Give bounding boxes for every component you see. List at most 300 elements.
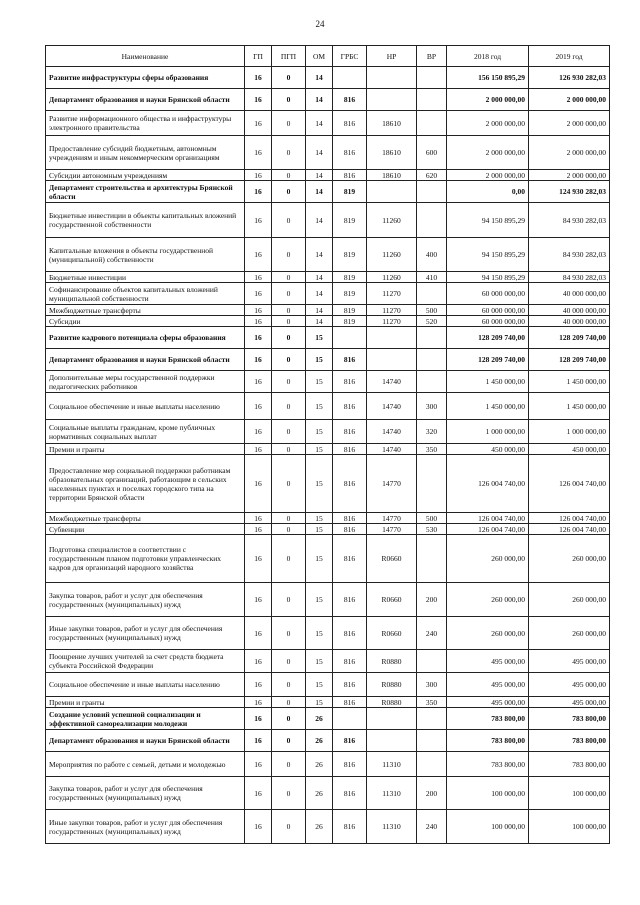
- row-pgp: 0: [272, 617, 306, 650]
- row-name: Субсидии автономным учреждениям: [46, 170, 245, 181]
- row-grbs: 816: [333, 111, 367, 136]
- row-amount-2018: 128 209 740,00: [447, 327, 529, 349]
- row-pgp: 0: [272, 697, 306, 708]
- row-gp: 16: [245, 67, 272, 89]
- row-name: Департамент образования и науки Брянской области: [46, 730, 245, 752]
- row-pgp: 0: [272, 513, 306, 524]
- row-nr: 11260: [367, 203, 417, 238]
- row-grbs: 816: [333, 444, 367, 455]
- row-pgp: 0: [272, 238, 306, 272]
- row-amount-2019: 450 000,00: [529, 444, 610, 455]
- row-grbs: 816: [333, 524, 367, 535]
- row-name: Закупка товаров, работ и услуг для обеспечения государственных (муниципальных) нужд: [46, 777, 245, 810]
- table-row: [46, 203, 610, 238]
- row-name: Социальное обеспечение и иные выплаты населению: [46, 393, 245, 420]
- row-gp: 16: [245, 111, 272, 136]
- row-name: Софинансирование объектов капитальных вложений муниципальной собственности: [46, 283, 245, 305]
- row-amount-2018: 1 450 000,00: [447, 393, 529, 420]
- row-pgp: 0: [272, 777, 306, 810]
- row-vr: [417, 111, 447, 136]
- row-pgp: 0: [272, 170, 306, 181]
- row-om: 14: [306, 203, 333, 238]
- row-vr: 300: [417, 393, 447, 420]
- row-om: 14: [306, 89, 333, 111]
- row-gp: 16: [245, 583, 272, 617]
- row-pgp: 0: [272, 136, 306, 170]
- table-row: [46, 349, 610, 371]
- row-nr: 11270: [367, 316, 417, 327]
- row-amount-2019: 2 000 000,00: [529, 111, 610, 136]
- row-om: 26: [306, 752, 333, 777]
- row-amount-2019: 128 209 740,00: [529, 349, 610, 371]
- table-row: [46, 617, 610, 650]
- row-amount-2018: 783 800,00: [447, 730, 529, 752]
- table-row: [46, 535, 610, 583]
- row-om: 14: [306, 181, 333, 203]
- row-grbs: 819: [333, 238, 367, 272]
- row-pgp: 0: [272, 455, 306, 513]
- row-amount-2018: 260 000,00: [447, 535, 529, 583]
- row-grbs: 816: [333, 673, 367, 697]
- row-vr: 500: [417, 513, 447, 524]
- row-gp: 16: [245, 455, 272, 513]
- row-gp: 16: [245, 371, 272, 393]
- row-amount-2019: 495 000,00: [529, 650, 610, 673]
- row-nr: R0880: [367, 673, 417, 697]
- row-pgp: 0: [272, 535, 306, 583]
- row-om: 15: [306, 393, 333, 420]
- row-amount-2018: 60 000 000,00: [447, 316, 529, 327]
- row-amount-2018: 1 450 000,00: [447, 371, 529, 393]
- table-row: [46, 420, 610, 444]
- row-amount-2019: 495 000,00: [529, 697, 610, 708]
- row-amount-2019: 40 000 000,00: [529, 283, 610, 305]
- row-om: 14: [306, 316, 333, 327]
- row-grbs: 816: [333, 393, 367, 420]
- table-row: [46, 708, 610, 730]
- row-amount-2018: 156 150 895,29: [447, 67, 529, 89]
- row-vr: [417, 535, 447, 583]
- row-name: Развитие информационного общества и инфраструктуры электронного правительства: [46, 111, 245, 136]
- header-pgp: ПГП: [272, 46, 306, 67]
- row-pgp: 0: [272, 181, 306, 203]
- row-grbs: 816: [333, 617, 367, 650]
- header-grbs: ГРБС: [333, 46, 367, 67]
- row-vr: 400: [417, 238, 447, 272]
- table-row: [46, 327, 610, 349]
- row-name: Департамент образования и науки Брянской области: [46, 89, 245, 111]
- row-vr: [417, 371, 447, 393]
- row-nr: 14740: [367, 420, 417, 444]
- row-grbs: 816: [333, 136, 367, 170]
- row-vr: [417, 67, 447, 89]
- row-pgp: 0: [272, 272, 306, 283]
- row-grbs: 816: [333, 810, 367, 844]
- row-om: 15: [306, 513, 333, 524]
- row-name: Субсидии: [46, 316, 245, 327]
- table-body: [46, 67, 610, 844]
- row-name: Развитие кадрового потенциала сферы образования: [46, 327, 245, 349]
- row-name: Развитие инфраструктуры сферы образования: [46, 67, 245, 89]
- row-nr: 11310: [367, 752, 417, 777]
- row-amount-2019: 84 930 282,03: [529, 203, 610, 238]
- row-gp: 16: [245, 810, 272, 844]
- row-amount-2018: 126 004 740,00: [447, 455, 529, 513]
- row-name: Иные закупки товаров, работ и услуг для обеспечения государственных (муниципальных) нужд: [46, 810, 245, 844]
- row-gp: 16: [245, 136, 272, 170]
- table-row: [46, 730, 610, 752]
- row-amount-2018: 495 000,00: [447, 673, 529, 697]
- row-vr: [417, 730, 447, 752]
- row-grbs: 816: [333, 371, 367, 393]
- row-amount-2018: 2 000 000,00: [447, 136, 529, 170]
- row-name: Мероприятия по работе с семьей, детьми и молодежью: [46, 752, 245, 777]
- row-gp: 16: [245, 283, 272, 305]
- row-amount-2019: 2 000 000,00: [529, 89, 610, 111]
- row-amount-2019: 126 004 740,00: [529, 455, 610, 513]
- row-nr: 11310: [367, 777, 417, 810]
- row-name: Субвенции: [46, 524, 245, 535]
- row-om: 15: [306, 420, 333, 444]
- row-pgp: 0: [272, 371, 306, 393]
- header-nr: НР: [367, 46, 417, 67]
- row-nr: 14770: [367, 524, 417, 535]
- table-row: [46, 524, 610, 535]
- row-gp: 16: [245, 777, 272, 810]
- header-vr: ВР: [417, 46, 447, 67]
- row-gp: 16: [245, 349, 272, 371]
- row-nr: 11310: [367, 810, 417, 844]
- row-grbs: 816: [333, 650, 367, 673]
- row-vr: 350: [417, 444, 447, 455]
- budget-table: [45, 45, 610, 844]
- table-row: [46, 513, 610, 524]
- row-pgp: 0: [272, 305, 306, 316]
- row-name: Премии и гранты: [46, 697, 245, 708]
- row-vr: [417, 203, 447, 238]
- row-pgp: 0: [272, 752, 306, 777]
- row-nr: R0660: [367, 617, 417, 650]
- row-amount-2018: 783 800,00: [447, 752, 529, 777]
- row-name: Поощрение лучших учителей за счет средств бюджета субъекта Российской Федерации: [46, 650, 245, 673]
- table-row: [46, 444, 610, 455]
- header-om: ОМ: [306, 46, 333, 67]
- row-amount-2019: 495 000,00: [529, 673, 610, 697]
- row-nr: R0660: [367, 535, 417, 583]
- row-om: 15: [306, 455, 333, 513]
- row-vr: 320: [417, 420, 447, 444]
- row-grbs: 816: [333, 752, 367, 777]
- row-gp: 16: [245, 203, 272, 238]
- row-name: Дополнительные меры государственной поддержки педагогических работников: [46, 371, 245, 393]
- table-row: [46, 316, 610, 327]
- row-gp: 16: [245, 752, 272, 777]
- row-grbs: 816: [333, 535, 367, 583]
- row-nr: 14740: [367, 444, 417, 455]
- row-amount-2018: 94 150 895,29: [447, 272, 529, 283]
- table-row: [46, 238, 610, 272]
- row-name: Премии и гранты: [46, 444, 245, 455]
- row-om: 15: [306, 444, 333, 455]
- row-name: Капитальные вложения в объекты государственной (муниципальной) собственности: [46, 238, 245, 272]
- row-amount-2018: 260 000,00: [447, 617, 529, 650]
- row-grbs: 816: [333, 583, 367, 617]
- row-pgp: 0: [272, 730, 306, 752]
- row-amount-2019: 260 000,00: [529, 583, 610, 617]
- row-amount-2018: 783 800,00: [447, 708, 529, 730]
- row-vr: [417, 708, 447, 730]
- row-amount-2019: 124 930 282,03: [529, 181, 610, 203]
- row-gp: 16: [245, 420, 272, 444]
- row-om: 14: [306, 111, 333, 136]
- row-gp: 16: [245, 697, 272, 708]
- row-om: 14: [306, 283, 333, 305]
- row-om: 26: [306, 777, 333, 810]
- row-grbs: 819: [333, 316, 367, 327]
- row-om: 15: [306, 650, 333, 673]
- page-number: 24: [315, 19, 325, 29]
- row-pgp: 0: [272, 111, 306, 136]
- row-nr: R0880: [367, 697, 417, 708]
- table-row: [46, 111, 610, 136]
- row-gp: 16: [245, 444, 272, 455]
- row-om: 15: [306, 617, 333, 650]
- row-amount-2019: 1 000 000,00: [529, 420, 610, 444]
- row-vr: 240: [417, 617, 447, 650]
- row-gp: 16: [245, 89, 272, 111]
- row-vr: 350: [417, 697, 447, 708]
- row-grbs: 816: [333, 420, 367, 444]
- header-2018: 2018 год: [447, 46, 529, 67]
- row-amount-2018: 94 150 895,29: [447, 203, 529, 238]
- row-amount-2018: 2 000 000,00: [447, 89, 529, 111]
- row-nr: [367, 181, 417, 203]
- row-amount-2018: 495 000,00: [447, 697, 529, 708]
- row-nr: 11260: [367, 238, 417, 272]
- row-amount-2018: 94 150 895,29: [447, 238, 529, 272]
- row-pgp: 0: [272, 650, 306, 673]
- row-om: 15: [306, 673, 333, 697]
- table-row: [46, 455, 610, 513]
- row-grbs: 816: [333, 730, 367, 752]
- row-vr: 300: [417, 673, 447, 697]
- row-pgp: 0: [272, 444, 306, 455]
- row-vr: 240: [417, 810, 447, 844]
- row-name: Департамент образования и науки Брянской области: [46, 349, 245, 371]
- row-grbs: 819: [333, 305, 367, 316]
- row-grbs: [333, 67, 367, 89]
- row-amount-2019: 2 000 000,00: [529, 170, 610, 181]
- row-pgp: 0: [272, 673, 306, 697]
- row-vr: [417, 181, 447, 203]
- row-gp: 16: [245, 316, 272, 327]
- row-om: 15: [306, 349, 333, 371]
- row-amount-2018: 450 000,00: [447, 444, 529, 455]
- row-amount-2019: 260 000,00: [529, 535, 610, 583]
- row-name: Создание условий успешной социализации и эффективной самореализации молодежи: [46, 708, 245, 730]
- table-row: [46, 89, 610, 111]
- row-amount-2018: 1 000 000,00: [447, 420, 529, 444]
- table-row: [46, 583, 610, 617]
- row-vr: [417, 752, 447, 777]
- row-name: Иные закупки товаров, работ и услуг для обеспечения государственных (муниципальных) нужд: [46, 617, 245, 650]
- row-nr: [367, 89, 417, 111]
- row-grbs: 816: [333, 697, 367, 708]
- table-row: [46, 810, 610, 844]
- row-amount-2018: 126 004 740,00: [447, 513, 529, 524]
- row-om: 14: [306, 272, 333, 283]
- row-gp: 16: [245, 327, 272, 349]
- row-om: 14: [306, 67, 333, 89]
- row-om: 26: [306, 730, 333, 752]
- row-gp: 16: [245, 535, 272, 583]
- row-pgp: 0: [272, 283, 306, 305]
- row-om: 15: [306, 583, 333, 617]
- row-nr: 14740: [367, 371, 417, 393]
- row-om: 15: [306, 327, 333, 349]
- row-gp: 16: [245, 305, 272, 316]
- row-amount-2019: 126 930 282,03: [529, 67, 610, 89]
- row-vr: [417, 89, 447, 111]
- row-om: 14: [306, 136, 333, 170]
- row-nr: [367, 708, 417, 730]
- row-gp: 16: [245, 238, 272, 272]
- row-name: Предоставление субсидий бюджетным, автономным учреждениям и иным некоммерческим организациям: [46, 136, 245, 170]
- row-grbs: 816: [333, 777, 367, 810]
- header-gp: ГП: [245, 46, 272, 67]
- row-pgp: 0: [272, 524, 306, 535]
- row-amount-2018: 60 000 000,00: [447, 283, 529, 305]
- row-pgp: 0: [272, 708, 306, 730]
- row-name: Закупка товаров, работ и услуг для обеспечения государственных (муниципальных) нужд: [46, 583, 245, 617]
- row-pgp: 0: [272, 349, 306, 371]
- row-vr: 410: [417, 272, 447, 283]
- row-vr: [417, 650, 447, 673]
- row-om: 26: [306, 708, 333, 730]
- row-amount-2019: 84 930 282,03: [529, 238, 610, 272]
- row-gp: 16: [245, 708, 272, 730]
- table-row: [46, 697, 610, 708]
- row-amount-2018: 2 000 000,00: [447, 170, 529, 181]
- row-amount-2019: 1 450 000,00: [529, 393, 610, 420]
- row-grbs: [333, 708, 367, 730]
- row-vr: 200: [417, 777, 447, 810]
- row-vr: 620: [417, 170, 447, 181]
- row-amount-2019: 1 450 000,00: [529, 371, 610, 393]
- row-name: Подготовка специалистов в соответствии с государственным планом подготовки управленческих кадров для организаций народного хозяйства: [46, 535, 245, 583]
- row-vr: [417, 455, 447, 513]
- row-pgp: 0: [272, 327, 306, 349]
- row-pgp: 0: [272, 316, 306, 327]
- table-row: [46, 650, 610, 673]
- row-name: Бюджетные инвестиции в объекты капитальных вложений государственной собственности: [46, 203, 245, 238]
- row-vr: 200: [417, 583, 447, 617]
- row-pgp: 0: [272, 89, 306, 111]
- row-grbs: 816: [333, 349, 367, 371]
- row-pgp: 0: [272, 393, 306, 420]
- row-gp: 16: [245, 513, 272, 524]
- row-nr: 18610: [367, 136, 417, 170]
- row-gp: 16: [245, 393, 272, 420]
- row-gp: 16: [245, 650, 272, 673]
- row-amount-2018: 2 000 000,00: [447, 111, 529, 136]
- row-gp: 16: [245, 524, 272, 535]
- table-row: [46, 371, 610, 393]
- row-om: 14: [306, 238, 333, 272]
- row-amount-2019: 100 000,00: [529, 777, 610, 810]
- row-amount-2018: 128 209 740,00: [447, 349, 529, 371]
- row-amount-2019: 260 000,00: [529, 617, 610, 650]
- row-name: Межбюджетные трансферты: [46, 513, 245, 524]
- row-amount-2018: 260 000,00: [447, 583, 529, 617]
- row-nr: 11270: [367, 305, 417, 316]
- row-nr: 14740: [367, 393, 417, 420]
- table-row: [46, 136, 610, 170]
- row-amount-2018: 60 000 000,00: [447, 305, 529, 316]
- table-header-row: [46, 46, 610, 67]
- row-name: Департамент строительства и архитектуры Брянской области: [46, 181, 245, 203]
- row-amount-2019: 2 000 000,00: [529, 136, 610, 170]
- row-vr: 530: [417, 524, 447, 535]
- row-grbs: [333, 327, 367, 349]
- row-amount-2019: 783 800,00: [529, 730, 610, 752]
- row-amount-2018: 100 000,00: [447, 777, 529, 810]
- row-vr: 600: [417, 136, 447, 170]
- table-row: [46, 67, 610, 89]
- row-vr: 520: [417, 316, 447, 327]
- row-om: 15: [306, 535, 333, 583]
- row-grbs: 816: [333, 455, 367, 513]
- row-nr: 18610: [367, 111, 417, 136]
- table-row: [46, 272, 610, 283]
- row-gp: 16: [245, 170, 272, 181]
- row-om: 15: [306, 524, 333, 535]
- row-vr: [417, 283, 447, 305]
- row-vr: [417, 349, 447, 371]
- table-row: [46, 305, 610, 316]
- row-gp: 16: [245, 272, 272, 283]
- table-row: [46, 393, 610, 420]
- header-2019: 2019 год: [529, 46, 610, 67]
- table-row: [46, 283, 610, 305]
- row-nr: 14770: [367, 513, 417, 524]
- row-name: Социальное обеспечение и иные выплаты населению: [46, 673, 245, 697]
- row-amount-2019: 128 209 740,00: [529, 327, 610, 349]
- row-amount-2019: 783 800,00: [529, 708, 610, 730]
- row-om: 15: [306, 371, 333, 393]
- row-pgp: 0: [272, 420, 306, 444]
- row-pgp: 0: [272, 810, 306, 844]
- row-pgp: 0: [272, 67, 306, 89]
- row-name: Предоставление мер социальной поддержки работникам образовательных организаций, работающим в сельских населенных пунктах и поселках городского типа на территории Брянской области: [46, 455, 245, 513]
- row-name: Бюджетные инвестиции: [46, 272, 245, 283]
- row-pgp: 0: [272, 583, 306, 617]
- row-amount-2019: 126 004 740,00: [529, 513, 610, 524]
- row-name: Социальные выплаты гражданам, кроме публичных нормативных социальных выплат: [46, 420, 245, 444]
- row-nr: 14770: [367, 455, 417, 513]
- row-vr: 500: [417, 305, 447, 316]
- row-nr: R0660: [367, 583, 417, 617]
- row-amount-2019: 783 800,00: [529, 752, 610, 777]
- row-amount-2018: 126 004 740,00: [447, 524, 529, 535]
- row-om: 14: [306, 305, 333, 316]
- row-amount-2019: 40 000 000,00: [529, 316, 610, 327]
- row-nr: 11260: [367, 272, 417, 283]
- row-amount-2018: 0,00: [447, 181, 529, 203]
- row-name: Межбюджетные трансферты: [46, 305, 245, 316]
- row-grbs: 819: [333, 203, 367, 238]
- header-name: Наименование: [46, 46, 245, 67]
